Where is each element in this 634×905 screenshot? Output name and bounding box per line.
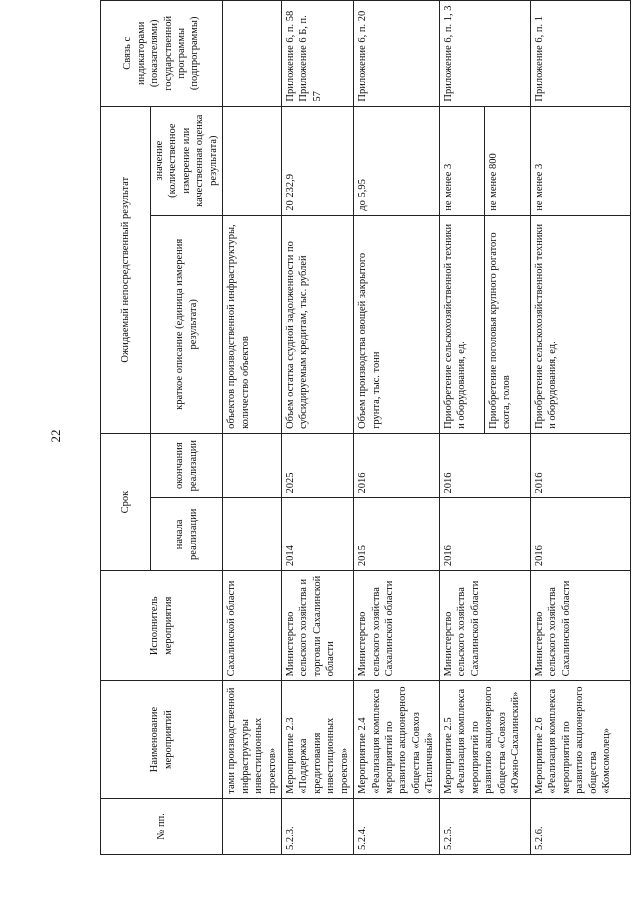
row-value: 20 232,9 <box>281 106 353 215</box>
row-desc: Объем остатка ссудной задолженности по субсидируемым кредитам, тыс. рублей <box>281 215 353 433</box>
row-num: 5.2.6. <box>530 798 630 854</box>
row-link: Приложение 6, п. 20 <box>354 1 440 107</box>
row-start: 2014 <box>281 498 353 571</box>
row-end: 2025 <box>281 433 353 498</box>
row-executor: Министерство сельского хозяйства и торговли Сахалинской области <box>281 571 353 681</box>
row-desc: Приобретение сельскохозяйственной техники и оборудования, ед. <box>439 215 484 433</box>
header-expected: Ожидаемый непосредственный результат <box>101 106 151 433</box>
header-term: Срок <box>101 433 151 570</box>
row-start: 2015 <box>354 498 440 571</box>
header-name: Наименование мероприятий <box>101 681 223 798</box>
row-value: не менее 3 <box>530 106 630 215</box>
header-term-start: начала реализации <box>151 498 223 571</box>
row-desc: объектов производственной инфраструктуры, количество объектов <box>223 215 282 433</box>
row-name: тами производственной инфраструктуры инвестиционных проектов» <box>223 681 282 798</box>
row-executor: Сахалинской области <box>223 571 282 681</box>
table-row <box>530 1 630 855</box>
row-start: 2016 <box>439 498 530 571</box>
row-num <box>223 798 282 854</box>
row-value: не менее 3 <box>439 106 484 215</box>
row-end: 2016 <box>530 433 630 498</box>
row-desc: Приобретение сельскохозяйственной техники и оборудования, ед. <box>530 215 630 433</box>
row-end <box>223 433 282 498</box>
header-num: № пп. <box>101 798 223 854</box>
table-row <box>354 1 440 855</box>
row-desc: Объем производства овощей закрытого грунта, тыс. тонн <box>354 215 440 433</box>
header-row <box>101 1 151 855</box>
header-term-end: окончания реализации <box>151 433 223 498</box>
row-link <box>223 1 282 107</box>
table-row <box>281 1 353 855</box>
row-executor: Министерство сельского хозяйства Сахалинской области <box>530 571 630 681</box>
row-link: Приложение 6, п. 58 Приложение 6 Б, п. 57 <box>281 1 353 107</box>
row-desc: Приобретение поголовья крупного рогатого скота, голов <box>484 215 530 433</box>
row-name: Мероприятие 2.5 «Реализация комплекса мероприятий по развитию акционерного общества «Совхоз «Южно-Сахалинский» <box>439 681 530 798</box>
row-name: Мероприятие 2.6 «Реализация комплекса мероприятий по развитию акционерного общества «Комсомолец» <box>530 681 630 798</box>
row-end: 2016 <box>439 433 530 498</box>
row-num: 5.2.5. <box>439 798 530 854</box>
row-name: Мероприятие 2.3 «Поддержка кредитования инвестиционных проектов» <box>281 681 353 798</box>
row-end: 2016 <box>354 433 440 498</box>
row-link: Приложение 6, п. 1, 3 <box>439 1 530 107</box>
row-num: 5.2.3. <box>281 798 353 854</box>
row-executor: Министерство сельского хозяйства Сахалинской области <box>439 571 530 681</box>
row-name: Мероприятие 2.4 «Реализация комплекса мероприятий по развитию акционерного общества «Совхоз «Тепличный» <box>354 681 440 798</box>
table-row <box>223 1 282 855</box>
header-link: Связь с индикаторами (показателями) государственной программы (подпрограммы) <box>101 1 223 107</box>
header-expected-desc: краткое описание (единица измерения результата) <box>151 215 223 433</box>
row-num: 5.2.4. <box>354 798 440 854</box>
row-value <box>223 106 282 215</box>
row-value: не менее 800 <box>484 106 530 215</box>
header-executor: Исполнитель мероприятия <box>101 571 223 681</box>
page-number: 22 <box>48 429 63 443</box>
rotated-table-container <box>100 0 628 855</box>
row-value: до 5,95 <box>354 106 440 215</box>
row-link: Приложение 6, п. 1 <box>530 1 630 107</box>
table-row <box>439 1 484 855</box>
row-start <box>223 498 282 571</box>
row-executor: Министерство сельского хозяйства Сахалинской области <box>354 571 440 681</box>
measures-table <box>100 0 631 855</box>
header-expected-value: значение (количественное измерение или качественная оценка результата) <box>151 106 223 215</box>
row-start: 2016 <box>530 498 630 571</box>
